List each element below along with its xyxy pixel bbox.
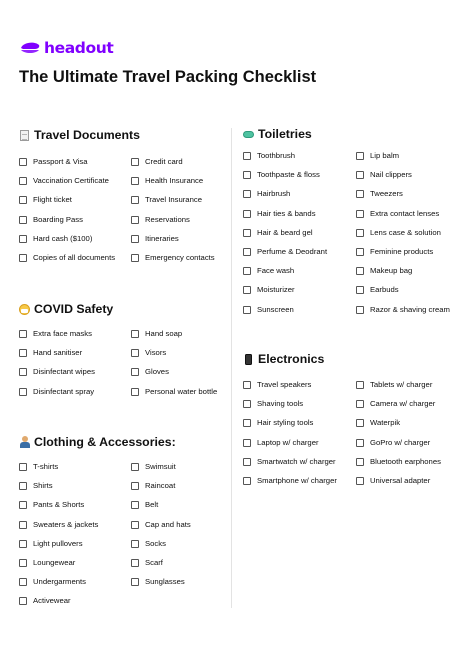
checklist-item-label: Gloves bbox=[145, 367, 169, 377]
checklist-item-label: Undergarments bbox=[33, 577, 86, 587]
checklist-item[interactable] bbox=[243, 246, 327, 258]
checklist-item[interactable] bbox=[19, 328, 92, 340]
checklist-item[interactable] bbox=[131, 386, 217, 398]
checklist-item[interactable] bbox=[243, 227, 313, 239]
checklist-item-label: Moisturizer bbox=[257, 285, 295, 295]
checkbox[interactable] bbox=[356, 210, 364, 218]
checklist-item-label: Sunglasses bbox=[145, 577, 185, 587]
checklist-item-label: Razor & shaving cream bbox=[370, 304, 450, 314]
checklist-item-label: Hand soap bbox=[145, 329, 183, 338]
checklist-item[interactable] bbox=[356, 417, 400, 429]
checkbox[interactable] bbox=[19, 216, 27, 224]
checklist-item[interactable] bbox=[356, 398, 435, 410]
checklist-item-label: Pants & Shorts bbox=[33, 500, 85, 510]
checkbox[interactable] bbox=[243, 400, 251, 408]
checklist-item-label: Universal adapter bbox=[370, 476, 431, 485]
checkbox[interactable] bbox=[243, 152, 251, 160]
checklist-item[interactable] bbox=[19, 538, 83, 550]
checklist-item[interactable] bbox=[131, 252, 215, 264]
section-title-electronics bbox=[243, 352, 324, 366]
checklist-item[interactable] bbox=[243, 304, 294, 316]
checkbox[interactable] bbox=[19, 254, 27, 262]
section-title-label: Toiletries bbox=[258, 127, 312, 141]
page-title: The Ultimate Travel Packing Checklist bbox=[19, 68, 317, 86]
checklist-item-label: Shirts bbox=[33, 481, 53, 491]
checklist-item-label: Hand sanitiser bbox=[33, 348, 83, 358]
checklist-item-label: Visors bbox=[145, 348, 167, 358]
checkbox[interactable] bbox=[243, 381, 251, 389]
checkbox[interactable] bbox=[243, 439, 251, 447]
checklist-item-label: Hard cash ($100) bbox=[33, 233, 93, 243]
checklist-item[interactable] bbox=[19, 214, 83, 226]
checklist-item[interactable] bbox=[356, 150, 399, 162]
checklist-item[interactable] bbox=[356, 265, 412, 277]
checkbox[interactable] bbox=[356, 419, 364, 427]
checklist-item[interactable] bbox=[356, 284, 399, 296]
checklist-item-label: Extra face masks bbox=[33, 329, 92, 338]
checkbox[interactable] bbox=[19, 559, 27, 567]
checkbox[interactable] bbox=[356, 171, 364, 179]
checklist-item[interactable] bbox=[356, 456, 441, 468]
section-title-travel-documents bbox=[19, 128, 140, 142]
checkbox[interactable] bbox=[131, 254, 139, 262]
checklist-item-label: Disinfectant spray bbox=[33, 386, 95, 396]
checklist-item-label: Boarding Pass bbox=[33, 214, 83, 224]
checklist-item-label: Bluetooth earphones bbox=[370, 456, 441, 466]
checklist-item[interactable] bbox=[243, 265, 294, 277]
checkbox[interactable] bbox=[19, 388, 27, 396]
checkbox[interactable] bbox=[356, 190, 364, 198]
checkbox[interactable] bbox=[131, 388, 139, 396]
checklist-item[interactable] bbox=[243, 475, 337, 487]
checklist-item[interactable] bbox=[243, 379, 311, 391]
checklist-item[interactable] bbox=[131, 480, 175, 492]
checklist-item-label: Feminine products bbox=[370, 247, 434, 256]
checkbox[interactable] bbox=[19, 330, 27, 338]
checklist-item-label: Tablets w/ charger bbox=[370, 380, 433, 389]
checklist-item[interactable] bbox=[131, 519, 191, 531]
checklist-item-label: Light pullovers bbox=[33, 538, 83, 548]
checkbox[interactable] bbox=[131, 196, 139, 204]
checklist-item-label: Travel Insurance bbox=[145, 195, 202, 205]
column-divider bbox=[231, 128, 232, 608]
checklist-item[interactable] bbox=[19, 595, 71, 607]
checklist-item[interactable] bbox=[19, 347, 82, 359]
soap-icon bbox=[243, 129, 254, 140]
checklist-item-label: Hair ties & bands bbox=[257, 208, 316, 218]
checklist-item[interactable] bbox=[131, 557, 163, 569]
checklist-item[interactable] bbox=[243, 169, 320, 181]
checkbox[interactable] bbox=[19, 177, 27, 185]
checklist-item-label: Shaving tools bbox=[257, 399, 304, 409]
document-icon bbox=[19, 130, 30, 141]
checkbox[interactable] bbox=[131, 368, 139, 376]
section-title-clothing bbox=[19, 435, 176, 449]
checklist-item-label: Tweezers bbox=[370, 189, 403, 199]
checklist-item-label: Vaccination Certificate bbox=[33, 176, 109, 186]
checklist-item[interactable] bbox=[131, 576, 185, 588]
checklist-item-label: Swimsuit bbox=[145, 462, 176, 471]
checkbox[interactable] bbox=[243, 286, 251, 294]
checkbox[interactable] bbox=[243, 190, 251, 198]
checklist-item[interactable] bbox=[356, 188, 403, 200]
face-mask-icon bbox=[19, 304, 30, 315]
checklist-item-label: Face wash bbox=[257, 266, 295, 276]
checkbox[interactable] bbox=[243, 477, 251, 485]
checkbox[interactable] bbox=[356, 152, 364, 160]
checkbox[interactable] bbox=[131, 501, 139, 509]
checklist-item-label: Perfume & Deodrant bbox=[257, 247, 328, 256]
checklist-item-label: Scarf bbox=[145, 558, 163, 567]
checklist-item-label: Flight ticket bbox=[33, 195, 72, 205]
checklist-item[interactable] bbox=[243, 398, 303, 410]
checklist-item[interactable] bbox=[243, 284, 295, 296]
section-title-label: Electronics bbox=[258, 352, 325, 366]
checklist-item-label: Socks bbox=[145, 538, 166, 548]
checkbox[interactable] bbox=[131, 158, 139, 166]
checklist-item[interactable] bbox=[356, 437, 430, 449]
checklist-item-label: T-shirts bbox=[33, 462, 59, 471]
checklist-item[interactable] bbox=[19, 156, 88, 168]
checkbox[interactable] bbox=[243, 248, 251, 256]
checklist-item-label: Travel speakers bbox=[257, 380, 312, 389]
checkbox[interactable] bbox=[131, 216, 139, 224]
checklist-item-label: Hairbrush bbox=[257, 189, 291, 199]
checkbox[interactable] bbox=[131, 578, 139, 586]
checklist-item[interactable] bbox=[131, 156, 183, 168]
checklist-item-label: Hair & beard gel bbox=[257, 227, 313, 237]
checkbox[interactable] bbox=[131, 349, 139, 357]
checklist-item[interactable] bbox=[19, 576, 86, 588]
checklist-item[interactable] bbox=[131, 175, 203, 187]
checklist-item-label: Smartphone w/ charger bbox=[257, 476, 337, 485]
checklist-item[interactable] bbox=[19, 194, 72, 206]
checklist-item-label: Itineraries bbox=[145, 233, 179, 243]
checklist-item-label: Activewear bbox=[33, 596, 71, 606]
checkbox[interactable] bbox=[243, 458, 251, 466]
headout-logo-icon bbox=[19, 41, 41, 55]
checkbox[interactable] bbox=[356, 439, 364, 447]
checkbox[interactable] bbox=[19, 501, 27, 509]
checklist-item-label: Health Insurance bbox=[145, 176, 204, 186]
checklist-item[interactable] bbox=[356, 379, 432, 391]
checkbox[interactable] bbox=[131, 177, 139, 185]
checklist-item[interactable] bbox=[19, 461, 58, 473]
checklist-item[interactable] bbox=[19, 386, 94, 398]
checklist-item-label: Reservations bbox=[145, 214, 190, 224]
checkbox[interactable] bbox=[356, 381, 364, 389]
checklist-item[interactable] bbox=[19, 252, 115, 264]
checklist-item[interactable] bbox=[131, 328, 182, 340]
checkbox[interactable] bbox=[131, 521, 139, 529]
checklist-item[interactable] bbox=[356, 208, 439, 220]
checkbox[interactable] bbox=[131, 482, 139, 490]
checkbox[interactable] bbox=[243, 171, 251, 179]
checklist-item[interactable] bbox=[19, 366, 95, 378]
checkbox[interactable] bbox=[131, 559, 139, 567]
checklist-item-label: Makeup bag bbox=[370, 266, 413, 276]
checklist-item[interactable] bbox=[356, 475, 430, 487]
checklist-item[interactable] bbox=[356, 169, 412, 181]
checklist-item-label: Smartwatch w/ charger bbox=[257, 456, 336, 466]
checklist-item-label: Waterpik bbox=[370, 418, 401, 428]
checkbox[interactable] bbox=[356, 400, 364, 408]
checklist-item[interactable] bbox=[131, 461, 176, 473]
checkbox[interactable] bbox=[19, 463, 27, 471]
section-title-label: Travel Documents bbox=[34, 128, 140, 142]
section-title-label: Clothing & Accessories: bbox=[34, 435, 176, 449]
checklist-item[interactable] bbox=[243, 208, 316, 220]
checklist-item[interactable] bbox=[131, 347, 166, 359]
checklist-item-label: Hair styling tools bbox=[257, 418, 314, 428]
checklist-item[interactable] bbox=[356, 227, 441, 239]
checklist-item[interactable] bbox=[131, 499, 158, 511]
checklist-item-label: Camera w/ charger bbox=[370, 399, 436, 409]
checkbox[interactable] bbox=[356, 477, 364, 485]
checkbox[interactable] bbox=[19, 196, 27, 204]
checklist-item[interactable] bbox=[243, 188, 290, 200]
checkbox[interactable] bbox=[19, 368, 27, 376]
checklist-item-label: Sunscreen bbox=[257, 304, 294, 314]
checklist-item[interactable] bbox=[19, 233, 92, 245]
checklist-item[interactable] bbox=[131, 538, 166, 550]
checkbox[interactable] bbox=[243, 267, 251, 275]
checkbox[interactable] bbox=[19, 521, 27, 529]
checkbox[interactable] bbox=[131, 235, 139, 243]
checklist-item[interactable] bbox=[356, 246, 433, 258]
checkbox[interactable] bbox=[19, 349, 27, 357]
checkbox[interactable] bbox=[356, 229, 364, 237]
checkbox[interactable] bbox=[356, 267, 364, 275]
checklist-item[interactable] bbox=[131, 233, 179, 245]
checklist-item-label: Copies of all documents bbox=[33, 253, 116, 262]
checkbox[interactable] bbox=[19, 540, 27, 548]
checkbox[interactable] bbox=[19, 597, 27, 605]
checklist-item[interactable] bbox=[19, 175, 109, 187]
checkbox[interactable] bbox=[19, 235, 27, 243]
checklist-item-label: Lip balm bbox=[370, 151, 400, 160]
checklist-item-label: Extra contact lenses bbox=[370, 208, 440, 218]
checklist-item[interactable] bbox=[243, 437, 319, 449]
checklist-item[interactable] bbox=[131, 214, 190, 226]
checklist-item-label: Passport & Visa bbox=[33, 157, 88, 166]
checkbox[interactable] bbox=[131, 540, 139, 548]
checklist-item-label: Earbuds bbox=[370, 285, 399, 295]
mobile-phone-icon bbox=[243, 354, 254, 365]
checklist-item-label: Toothpaste & floss bbox=[257, 170, 320, 180]
checkbox[interactable] bbox=[19, 578, 27, 586]
checkbox[interactable] bbox=[19, 158, 27, 166]
checkbox[interactable] bbox=[356, 286, 364, 294]
checkbox[interactable] bbox=[356, 458, 364, 466]
checkbox[interactable] bbox=[356, 248, 364, 256]
checklist-item-label: Sweaters & jackets bbox=[33, 519, 99, 529]
checklist-item-label: Belt bbox=[145, 500, 159, 510]
checklist-item-label: Toothbrush bbox=[257, 151, 296, 160]
checklist-item-label: Nail clippers bbox=[370, 170, 412, 180]
checkbox[interactable] bbox=[19, 482, 27, 490]
checklist-item[interactable] bbox=[19, 519, 98, 531]
brand-name: headout bbox=[44, 39, 114, 57]
person-icon bbox=[19, 437, 30, 448]
checkbox[interactable] bbox=[243, 419, 251, 427]
checklist-item[interactable] bbox=[243, 417, 313, 429]
checklist-item-label: Cap and hats bbox=[145, 519, 191, 529]
checklist-item[interactable] bbox=[19, 557, 75, 569]
checklist-item-label: Laptop w/ charger bbox=[257, 437, 319, 447]
headout-logo[interactable] bbox=[19, 38, 113, 58]
checkbox[interactable] bbox=[131, 330, 139, 338]
checkbox[interactable] bbox=[243, 210, 251, 218]
checklist-item-label: GoPro w/ charger bbox=[370, 437, 431, 447]
checkbox[interactable] bbox=[243, 306, 251, 314]
checklist-item[interactable] bbox=[243, 456, 336, 468]
checklist-item-label: Raincoat bbox=[145, 481, 176, 491]
checklist-item[interactable] bbox=[19, 480, 53, 492]
section-title-label: COVID Safety bbox=[34, 302, 114, 316]
checklist-item-label: Credit card bbox=[145, 157, 183, 166]
checkbox[interactable] bbox=[356, 306, 364, 314]
checklist-item-label: Personal water bottle bbox=[145, 386, 218, 396]
checkbox[interactable] bbox=[243, 229, 251, 237]
checklist-item[interactable] bbox=[19, 499, 84, 511]
section-title-covid-safety bbox=[19, 302, 113, 316]
checklist-item[interactable] bbox=[131, 194, 202, 206]
checklist-item-label: Emergency contacts bbox=[145, 253, 215, 262]
checklist-item-label: Loungewear bbox=[33, 558, 76, 567]
checklist-item-label: Disinfectant wipes bbox=[33, 367, 95, 377]
checklist-item[interactable] bbox=[356, 304, 450, 316]
checklist-item-label: Lens case & solution bbox=[370, 227, 441, 237]
checklist-item[interactable] bbox=[243, 150, 295, 162]
checklist-item[interactable] bbox=[131, 366, 169, 378]
checkbox[interactable] bbox=[131, 463, 139, 471]
section-title-toiletries bbox=[243, 127, 312, 141]
